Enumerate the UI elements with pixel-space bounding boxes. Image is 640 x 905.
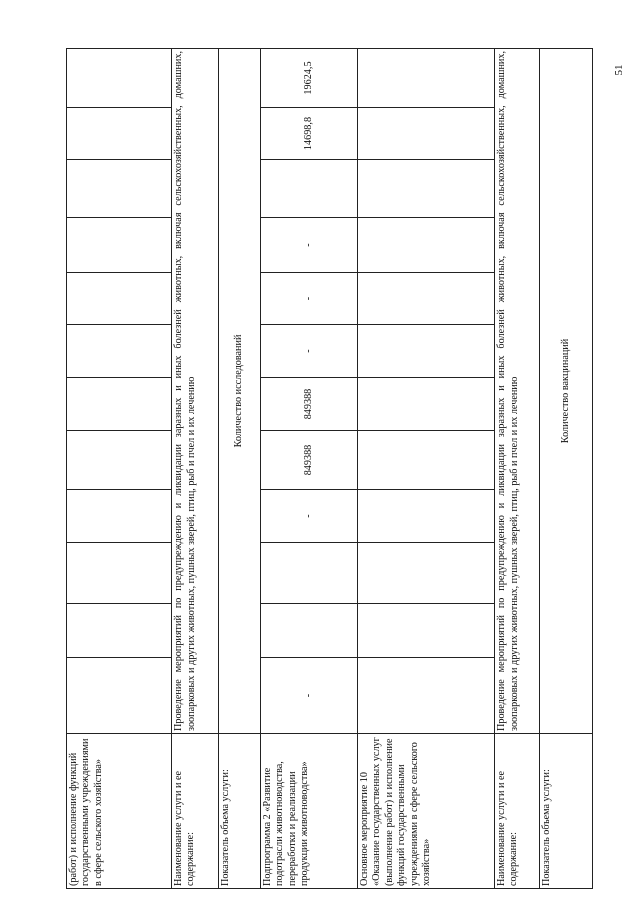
table-cell	[358, 108, 495, 160]
table-row	[67, 49, 172, 889]
row-description: Проведение мероприятий по предупреждению и ликвидации заразных и иных болезней животных, включая сельскохозяйственных, домашних, зоопарковых и других животных, пушных зверей, птиц, рыб и пчел и их лечению	[172, 49, 219, 734]
table-cell	[358, 49, 495, 108]
table-cell: 19624,5	[261, 49, 358, 108]
table-cell: 849388	[261, 378, 358, 431]
table-cell	[67, 490, 172, 543]
table-cell: -	[261, 325, 358, 378]
table-cell	[67, 273, 172, 325]
table-cell	[67, 543, 172, 604]
row-label: Основное мероприятие 10 «Оказание государственных услуг (выполнение работ) и исполнение функций государственными учреждениями в сфере сельского хозяйства»	[358, 734, 495, 889]
table-cell	[261, 604, 358, 658]
row-label: Показатель объема услуги:	[540, 734, 593, 889]
table-cell	[358, 218, 495, 273]
table-cell: -	[261, 490, 358, 543]
table-cell	[67, 378, 172, 431]
table-cell	[67, 160, 172, 218]
table-cell	[67, 49, 172, 108]
table-cell	[67, 108, 172, 160]
table-cell: -	[261, 273, 358, 325]
table-cell	[67, 325, 172, 378]
row-label: (работ) и исполнение функций государственными учреждениями в сфере сельского хозяйства»	[67, 734, 172, 889]
page-number: 51	[613, 64, 625, 76]
table-cell: 14698,8	[261, 108, 358, 160]
table-row	[219, 49, 261, 889]
table-cell	[67, 431, 172, 490]
row-description: Количество вакцинаций	[540, 49, 593, 734]
row-label: Наименование услуги и ее содержание:	[172, 734, 219, 889]
row-label: Показатель объема услуги:	[219, 734, 261, 889]
table-cell	[67, 658, 172, 734]
row-label: Наименование услуги и ее содержание:	[495, 734, 540, 889]
table-cell: -	[261, 658, 358, 734]
services-table	[66, 48, 593, 889]
table-cell	[358, 490, 495, 543]
table-cell	[358, 273, 495, 325]
table-row	[495, 49, 540, 889]
rotated-page	[66, 49, 576, 889]
table-cell	[358, 543, 495, 604]
table-cell	[358, 160, 495, 218]
table-cell	[358, 431, 495, 490]
row-label: Подпрограмма 2 «Развитие подотрасли животноводства, переработки и реализации продукции животноводства»	[261, 734, 358, 889]
table-row	[540, 49, 593, 889]
table-cell	[67, 604, 172, 658]
table-cell	[261, 160, 358, 218]
table-cell	[358, 378, 495, 431]
table-cell	[261, 543, 358, 604]
table-row	[358, 49, 495, 889]
table-cell	[358, 658, 495, 734]
table-cell: 849388	[261, 431, 358, 490]
row-description: Проведение мероприятий по предупреждению и ликвидации заразных и иных болезней животных, включая сельскохозяйственных, домашних, зоопарковых и других животных, пушных зверей, птиц, рыб и пчел и их лечению	[495, 49, 540, 734]
table-cell	[358, 325, 495, 378]
row-description: Количество исследований	[219, 49, 261, 734]
table-cell	[358, 604, 495, 658]
table-row	[261, 49, 358, 889]
table-cell: -	[261, 218, 358, 273]
table-row	[172, 49, 219, 889]
table-cell	[67, 218, 172, 273]
